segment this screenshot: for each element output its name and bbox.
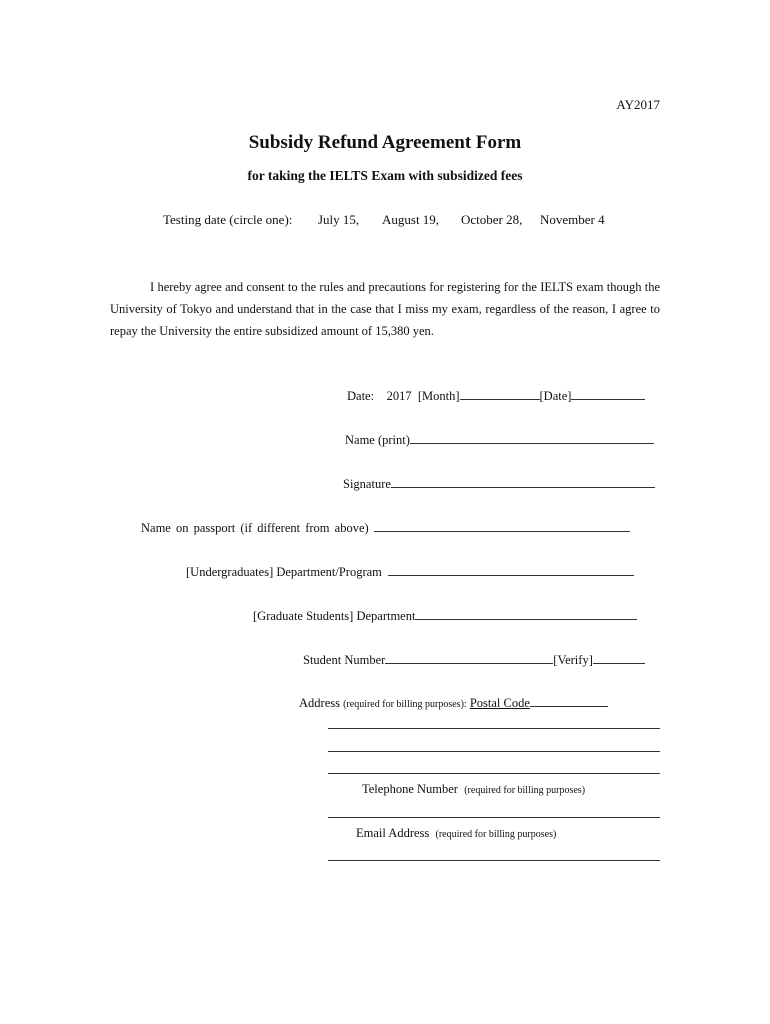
address-row (299, 694, 608, 711)
grad-row (253, 607, 637, 624)
day-field[interactable] (571, 387, 645, 400)
postal-code-label: Postal Code (469, 696, 530, 710)
postal-code-field[interactable] (530, 694, 608, 707)
verify-field[interactable] (593, 651, 645, 664)
name-print-row (345, 431, 654, 448)
day-label: [Date] (539, 389, 572, 403)
month-field[interactable] (460, 387, 540, 400)
student-number-field[interactable] (385, 651, 553, 664)
signature-field[interactable] (391, 475, 655, 488)
date-label: Date: (347, 389, 375, 403)
passport-name-field[interactable] (374, 519, 630, 532)
month-label: [Month] (417, 389, 460, 403)
grad-field[interactable] (415, 607, 637, 620)
address-line-3[interactable] (328, 773, 660, 774)
email-note: (required for billing purposes) (435, 829, 557, 840)
email-field[interactable] (328, 860, 660, 861)
testing-date-option-october[interactable]: October 28, (461, 212, 523, 227)
undergrad-row (186, 563, 634, 580)
grad-label: [Graduate Students] Department (253, 609, 416, 623)
verify-label: [Verify] (553, 653, 593, 667)
testing-date-label: Testing date (circle one): (163, 212, 293, 227)
testing-date-option-august[interactable]: August 19, (382, 212, 440, 227)
agreement-text: I hereby agree and consent to the rules and precautions for registering for the IELTS exam though the University of Tokyo and understand that in the case that I miss my exam, regardless of the reason, I agree to repay the University the entire subsidized amount of 15,380 yen. (110, 280, 660, 338)
form-subtitle: for taking the IELTS Exam with subsidized fees (247, 168, 523, 183)
telephone-field[interactable] (328, 817, 660, 818)
date-row (347, 387, 645, 404)
telephone-row (362, 782, 585, 797)
telephone-note: (required for billing purposes) (464, 785, 586, 796)
student-number-row (303, 651, 645, 668)
year-tag: AY2017 (616, 97, 660, 112)
testing-date-option-july[interactable]: July 15, (318, 212, 360, 227)
undergrad-label: [Undergraduates] Department/Program (186, 565, 382, 579)
name-print-field[interactable] (410, 431, 654, 444)
student-number-label: Student Number (303, 653, 386, 667)
form-title: Subsidy Refund Agreement Form (248, 132, 522, 153)
passport-name-row (141, 519, 630, 536)
testing-date-option-november[interactable]: November 4 (540, 212, 605, 227)
passport-name-label: Name on passport (if different from above) (141, 521, 369, 535)
address-label: Address (299, 696, 340, 710)
address-line-1[interactable] (328, 728, 660, 729)
undergrad-field[interactable] (388, 563, 634, 576)
address-note: (required for billing purposes): (343, 699, 467, 710)
email-label: Email Address (356, 826, 430, 840)
email-row (356, 826, 556, 841)
telephone-label: Telephone Number (362, 782, 458, 796)
address-line-2[interactable] (328, 751, 660, 752)
agreement-paragraph (110, 276, 660, 342)
date-year: 2017 (386, 389, 412, 403)
name-print-label: Name (print) (345, 433, 410, 447)
signature-label: Signature (343, 477, 391, 491)
signature-row (343, 475, 655, 492)
